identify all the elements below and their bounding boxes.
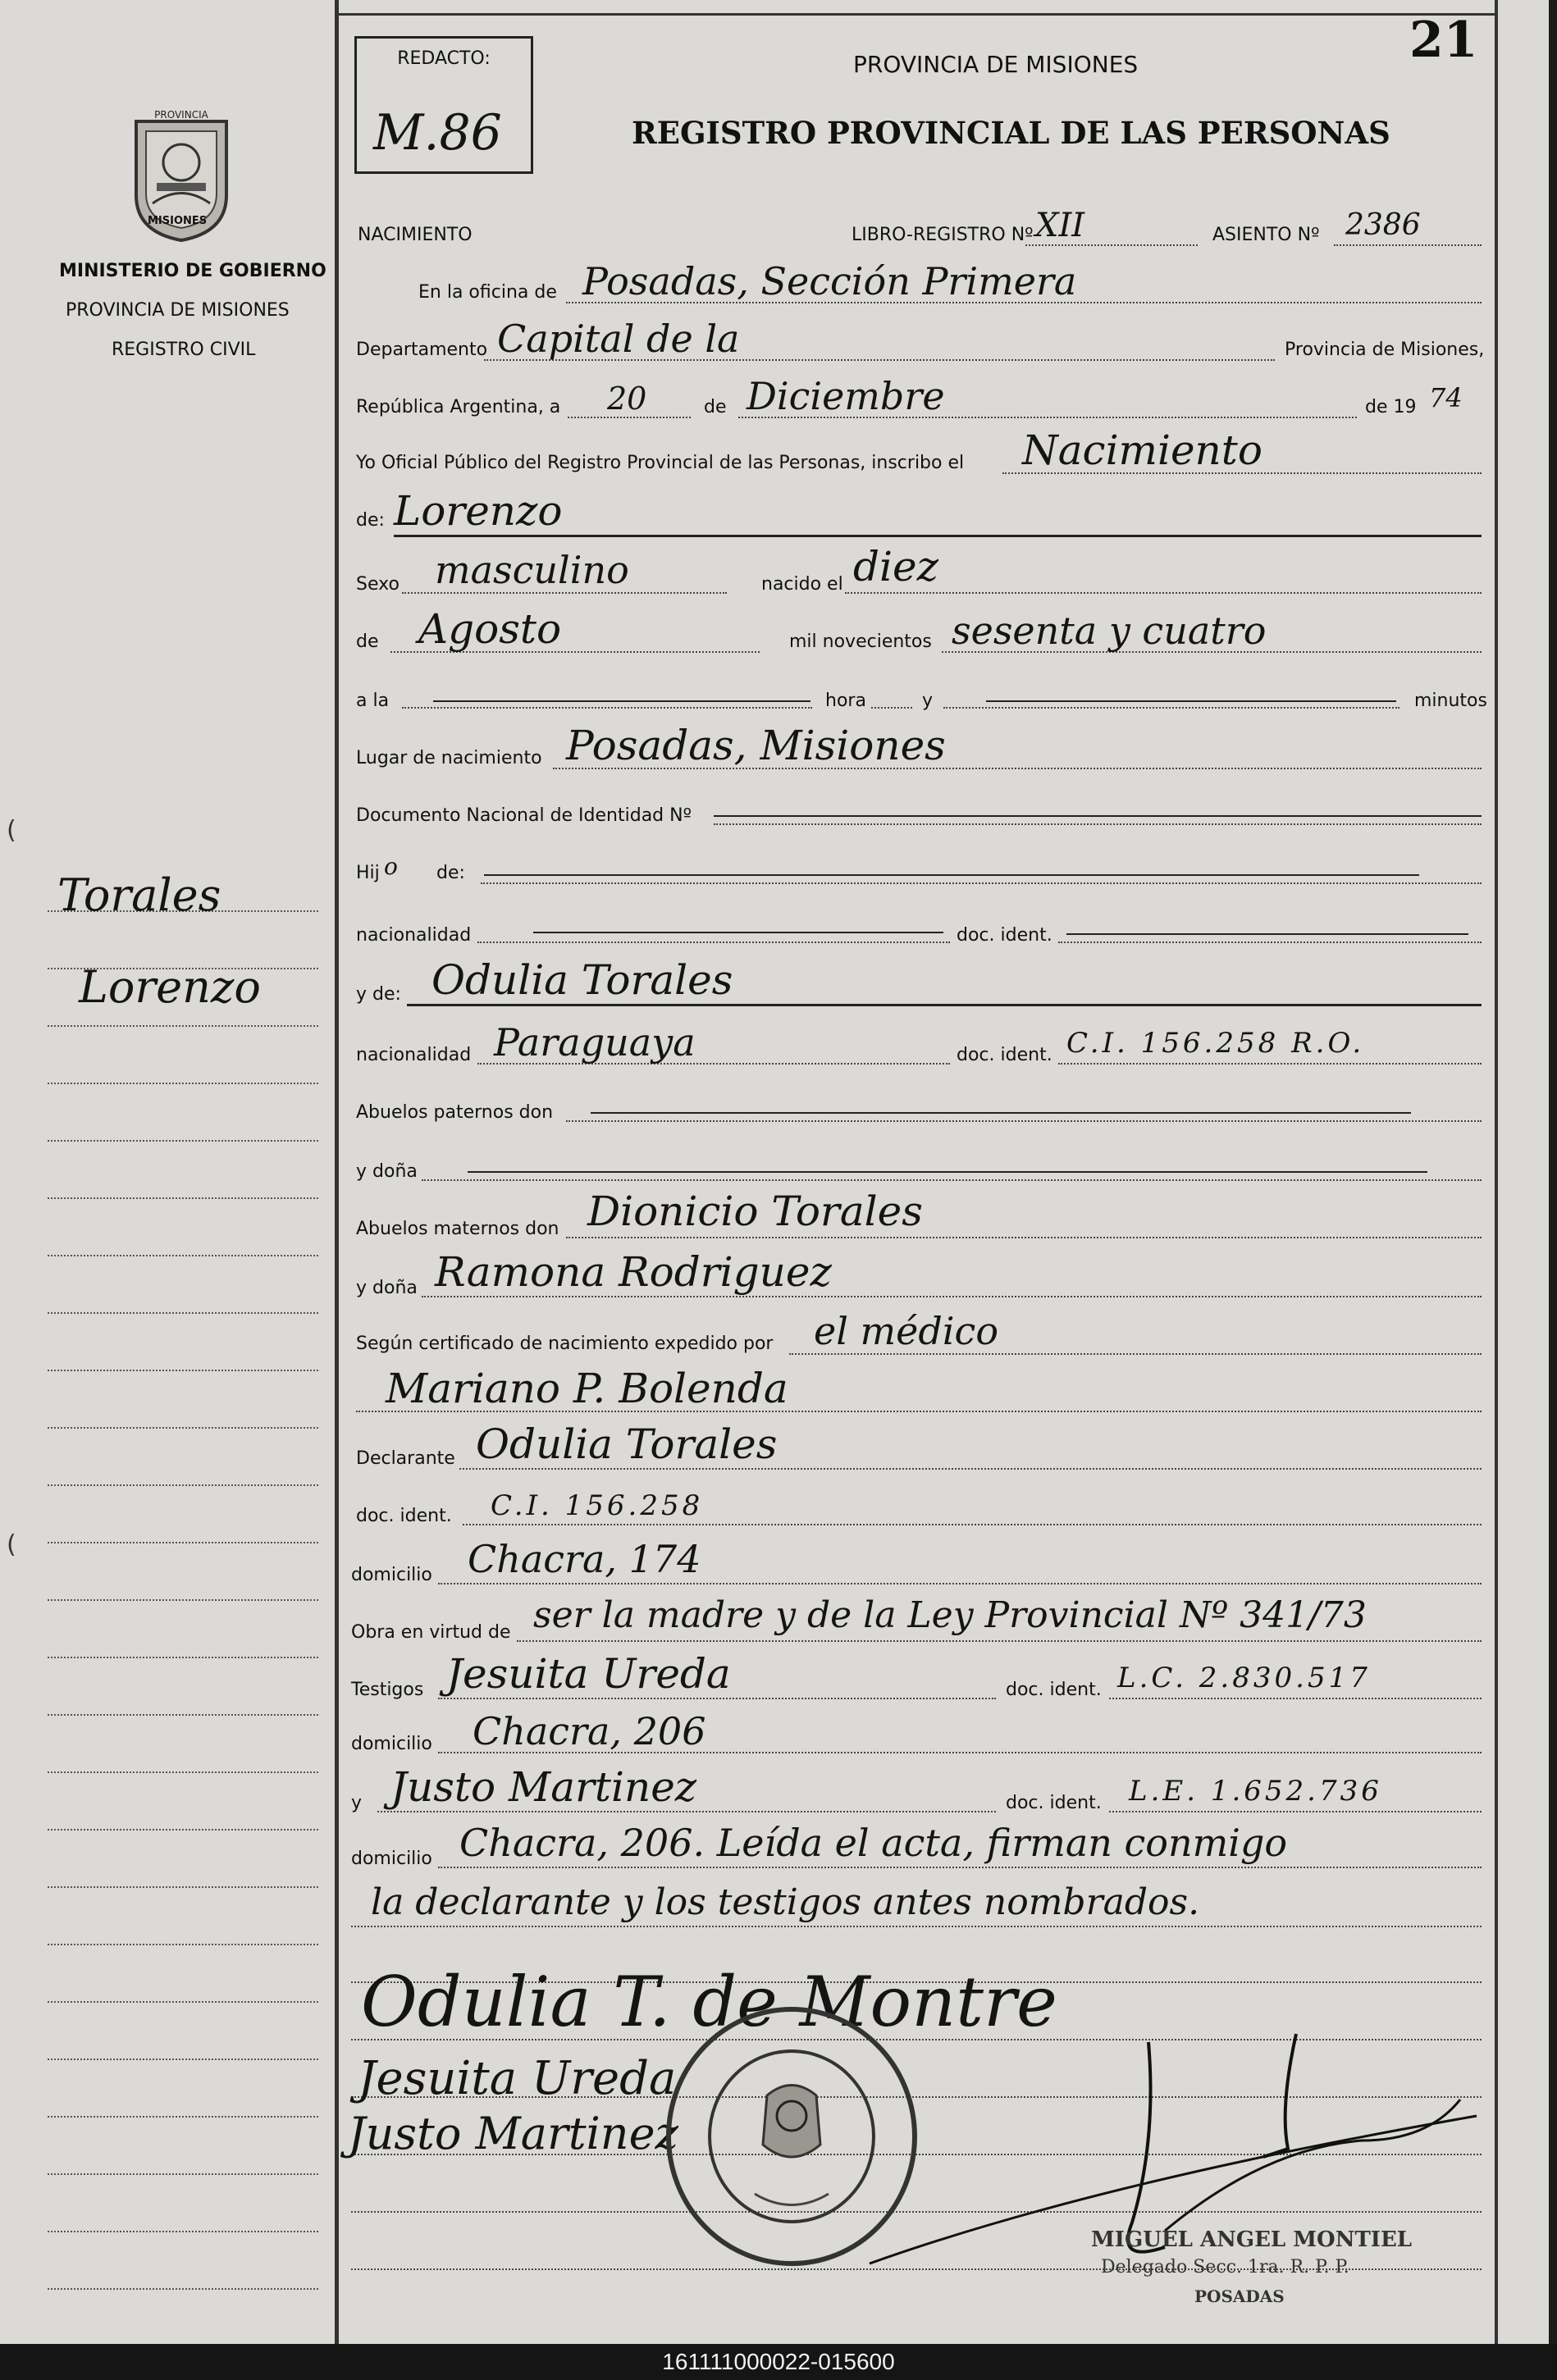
oficial-text: Yo Oficial Público del Registro Provincial de las Personas, inscribo el [356,453,965,473]
doc1-label: doc. ident. [957,925,1052,946]
redacto-label: REDACTO: [397,48,491,69]
doc3-value: C.I. 156.258 [491,1489,704,1522]
testigo2-value: Justo Martinez [390,1763,697,1811]
hora-line [871,707,912,709]
official-role: Delegado Secc. 1ra. R. P. P. [1101,2257,1349,2277]
nacionalidad2-label: nacionalidad [356,1045,472,1065]
header-title: REGISTRO PROVINCIAL DE LAS PERSONAS [632,115,1390,151]
doc4-label: doc. ident. [1006,1680,1102,1700]
official-city: POSADAS [1194,2287,1285,2306]
testigo1-line [438,1698,996,1699]
official-name: MIGUEL ANGEL MONTIEL [1091,2227,1413,2252]
testigos-label: Testigos [351,1680,424,1700]
top-border [335,13,1498,16]
departamento-label: Departamento [356,340,488,360]
lugar-label: Lugar de nacimiento [356,748,542,768]
oficina-label: En la oficina de [418,282,557,303]
anio-nac-value: sesenta y cuatro [952,609,1267,653]
domicilio1-line [438,1583,1482,1584]
doc2-label: doc. ident. [957,1045,1052,1065]
margin-ruled-line [48,1771,318,1773]
signature-declarante: Odulia T. de Montre [361,1962,1057,2042]
domicilio2-label: domicilio [351,1734,432,1754]
medico-value: Mariano P. Bolenda [386,1365,788,1412]
abuelos-p-line [566,1120,1482,1122]
doc2-line [1058,1063,1482,1065]
obra-value: ser la madre y de la Ley Provincial Nº 341/73 [533,1594,1367,1636]
testigo2-line [377,1811,996,1812]
margin-ruled-line [48,1312,318,1314]
ydona1-strike [468,1171,1427,1173]
doc3-label: doc. ident. [356,1506,452,1526]
nacionalidad1-label: nacionalidad [356,925,472,946]
column-divider [335,0,339,2344]
doc5-line [1109,1811,1482,1812]
ydona1-line [422,1179,1482,1181]
certificado-line [789,1353,1482,1355]
nacionalidad2-value: Paraguaya [494,1020,696,1065]
margin-ruled-line [48,1944,318,1945]
nombre-value: Lorenzo [394,487,563,535]
margin-ruled-line [48,1829,318,1831]
margin-ruled-line [48,1370,318,1371]
certificado-label: Según certificado de nacimiento expedido por [356,1334,774,1354]
nacionalidad1-line [477,942,950,943]
nacido-label: nacido el [761,574,843,595]
oficina-value: Posadas, Sección Primera [582,259,1077,303]
domicilio1-label: domicilio [351,1565,432,1585]
dni-line [714,823,1482,825]
domicilio3-value: Chacra, 206. Leída el acta, firman conmigo [459,1821,1288,1865]
departamento-value: Capital de la [497,317,740,361]
ydona1-label: y doña [356,1161,418,1182]
margin-ruled-line [48,2231,318,2232]
hijo-de-label: de: [436,863,465,883]
margin-ruled-line [48,1083,318,1084]
domicilio1-value: Chacra, 174 [468,1537,701,1581]
month-value: Diciembre [747,374,945,418]
header-province: PROVINCIA DE MISIONES [853,51,1139,78]
asiento-value: 2386 [1345,208,1421,242]
right-border [1495,0,1498,2344]
abuela-m-value: Ramona Rodriguez [435,1248,832,1296]
margin-ruled-line [48,1599,318,1601]
ydona2-line [422,1296,1482,1297]
madre-value: Odulia Torales [431,956,733,1004]
margin-ruled-line [48,1542,318,1543]
hijo-label: Hij [356,863,380,883]
ala-line [402,707,812,709]
yde-label: y de: [356,984,401,1005]
ala-strike [433,700,810,702]
domicilio3-line [438,1867,1482,1868]
testigo1-value: Jesuita Ureda [446,1650,731,1698]
sexo-value: masculino [435,548,629,592]
page-number: 21 [1409,11,1478,69]
dni-strike [714,815,1482,817]
doc4-line [1109,1698,1482,1699]
de-label: de [704,397,727,417]
margin-ruled-line [48,1427,318,1429]
margin-ruled-line [48,2173,318,2175]
margin-ruled-line [48,1255,318,1256]
abuelo-m-value: Dionicio Torales [587,1188,923,1235]
libro-label: LIBRO-REGISTRO Nº [852,225,1034,245]
year-value: 74 [1429,382,1463,413]
record-type-label: NACIMIENTO [358,225,473,245]
binding-mark-1: ( [7,816,16,845]
minutos-label: minutos [1414,691,1487,711]
doc5-label: doc. ident. [1006,1793,1102,1813]
nacionalidad1-strike [533,932,943,933]
hijo-suffix: o [384,853,398,880]
asiento-line [1334,244,1482,246]
binding-mark-2: ( [7,1530,16,1559]
redacto-box [354,36,533,174]
provincia-suffix: Provincia de Misiones, [1285,340,1485,360]
svg-text:PROVINCIA: PROVINCIA [154,109,208,121]
mil-label: mil novecientos [789,631,932,652]
sexo-label: Sexo [356,574,400,595]
ala-label: a la [356,691,390,711]
continuation-value: la declarante y los testigos antes nombrados. [371,1881,1200,1923]
margin-ruled-line [48,2001,318,2003]
de-nombre-label: de: [356,510,385,531]
declarante-label: Declarante [356,1448,455,1469]
dni-label: Documento Nacional de Identidad Nº [356,805,692,826]
certificado-value: el médico [814,1309,999,1353]
margin-ruled-line [48,1714,318,1716]
doc5-value: L.E. 1.652.736 [1129,1775,1382,1808]
nacido-line [845,592,1482,594]
day-line [568,417,691,418]
sexo-line [402,592,727,594]
signature-testigo1: Jesuita Ureda [358,2052,677,2105]
margin-surname: Torales [57,869,221,921]
madre-line [407,1004,1482,1006]
abuelos-m-label: Abuelos maternos don [356,1219,559,1239]
asiento-label: ASIENTO Nº [1212,225,1320,245]
acto-value: Nacimiento [1022,426,1262,474]
de2-label: de [356,631,379,652]
mes-nac-value: Agosto [418,605,562,653]
day-value: 20 [607,381,647,417]
margin-ruled-line [48,1886,318,1888]
doc3-line [463,1524,1482,1525]
lugar-value: Posadas, Misiones [566,722,946,769]
ministry-line1: MINISTERIO DE GOBIERNO [59,261,326,281]
margin-given-name: Lorenzo [79,961,261,1013]
ministry-line3: REGISTRO CIVIL [112,340,256,360]
doc1-strike [1066,933,1468,935]
margin-ruled-line [48,1484,318,1486]
hijo-line [481,882,1482,884]
margin-ruled-line [48,1140,318,1142]
hora-label: hora [825,691,866,711]
domicilio2-value: Chacra, 206 [473,1709,706,1753]
ydona2-label: y doña [356,1278,418,1298]
nacido-value: diez [853,543,938,590]
margin-ruled-line [48,2116,318,2118]
margin-ruled-line [48,2059,318,2060]
obra-line [517,1640,1482,1642]
doc2-value: C.I. 156.258 R.O. [1066,1027,1365,1060]
obra-label: Obra en virtud de [351,1622,511,1643]
libro-line [1025,244,1198,246]
y-label: y [922,691,934,711]
domicilio3-label: domicilio [351,1849,432,1869]
republica-label: República Argentina, a [356,397,561,417]
abuelos-m-line [566,1237,1482,1238]
footer-id: 161111000022-015600 [662,2349,895,2374]
hijo-strike [484,874,1419,876]
minutos-strike [986,700,1396,702]
doc4-value: L.C. 2.830.517 [1117,1662,1371,1694]
margin-ruled-line [48,2288,318,2290]
ministry-line2: PROVINCIA DE MISIONES [66,300,290,321]
redacto-initials: M.86 [373,104,502,162]
margin-ruled-line [48,1657,318,1658]
declarante-value: Odulia Torales [476,1420,778,1468]
signature-testigo2: Justo Martinez [348,2108,678,2159]
margin-ruled-line [48,1025,318,1027]
emblem-text: MISIONES [148,215,208,227]
minutos-line [943,707,1399,709]
continuation-line [351,1926,1482,1927]
declarante-line [459,1468,1482,1470]
libro-value: XII [1035,207,1085,244]
y2-label: y [351,1793,363,1813]
year-prefix: de 19 [1365,397,1417,417]
abuelos-p-label: Abuelos paternos don [356,1102,554,1123]
nombre-line [394,535,1482,537]
doc1-line [1058,942,1482,943]
abuelos-p-strike [591,1112,1411,1114]
margin-ruled-line [48,1197,318,1199]
